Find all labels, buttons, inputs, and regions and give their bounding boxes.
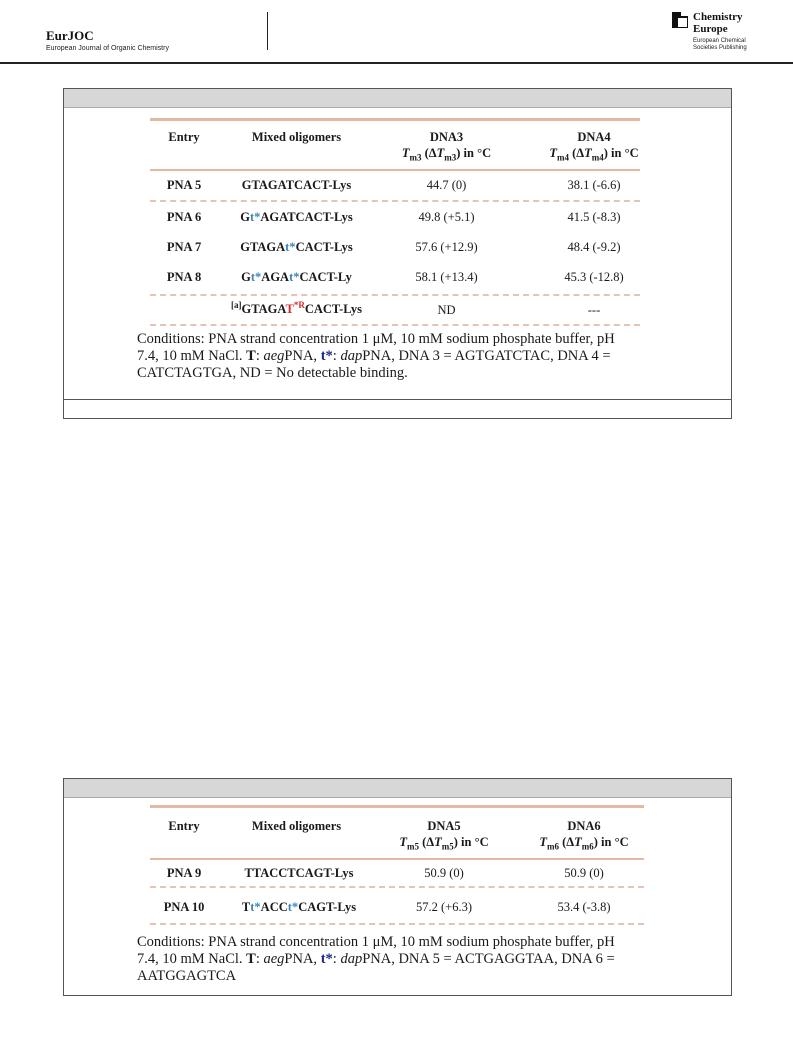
table-1-dna4-pna8: 45.3 (-12.8) xyxy=(564,270,624,284)
table-2-dna5-pna10: 57.2 (+6.3) xyxy=(416,900,472,914)
table-2-header-entry: Entry xyxy=(168,819,200,833)
table-2-header-oligomers: Mixed oligomers xyxy=(251,819,342,833)
header-rule xyxy=(0,62,793,64)
table-2-entry-pna10: PNA 10 xyxy=(163,900,205,914)
table-1-conditions-line-2: 7.4, 10 mM NaCl. T: aegPNA, t*: dapPNA, DNA 3 = AGTGATCTAC, DNA 4 = xyxy=(137,348,611,364)
table-1-header-entry: Entry xyxy=(168,130,200,144)
table-2-top-rule xyxy=(150,805,644,808)
table-1-caption-bar xyxy=(64,89,731,108)
table-2-dna5-pna9: 50.9 (0) xyxy=(424,866,464,880)
table-1-panel xyxy=(63,88,732,419)
table-1-conditions-line-1: Conditions: PNA strand concentration 1 μM, 10 mM sodium phosphate buffer, pH xyxy=(137,331,615,347)
table-2-entry-pna9: PNA 9 xyxy=(166,866,202,880)
table-1-dna3-footnote-row: ND xyxy=(437,303,456,317)
table-1-header-rule xyxy=(150,169,640,171)
journal-name: EurJOC xyxy=(46,28,94,43)
table-1-entry-pna7: PNA 7 xyxy=(166,240,202,254)
publisher-line-2: Societies Publishing xyxy=(693,45,747,51)
table-1-oligo-footnote-row: $[a]GTAGAT^{*R}CACT$-Lys xyxy=(230,300,363,317)
table-1-dna4-footnote-row: --- xyxy=(587,303,601,317)
table-2-panel xyxy=(63,778,732,996)
table-2-bottom-rule xyxy=(150,923,644,925)
table-2-caption-bar xyxy=(64,779,731,798)
table-1-dna4-pna6: 41.5 (-8.3) xyxy=(567,210,621,224)
table-1-dna3-pna8: 58.1 (+13.4) xyxy=(415,270,478,284)
table-1-footer-rule xyxy=(64,399,731,400)
table-1-header-oligomers: Mixed oligomers xyxy=(251,130,342,144)
table-1-header-dna3-unit: $T_{m3}$ $(\Delta T_{m3})$ in °C xyxy=(401,146,492,163)
table-1-oligo-pna8: Gt*AGAt*CACT-Ly xyxy=(241,270,352,284)
table-2-conditions-line-3: AATGGAGTCA xyxy=(137,968,237,984)
table-2-conditions xyxy=(137,934,727,985)
table-1-dna3-pna7: 57.6 (+12.9) xyxy=(415,240,478,254)
publisher-line-1: European Chemical xyxy=(693,38,746,44)
table-2-header-rule xyxy=(150,858,644,860)
table-1-dna3-pna5: 44.7 (0) xyxy=(426,178,467,192)
table-2-oligo-pna9: TTACCTCAGT-Lys xyxy=(244,866,354,880)
table-1-header-dna4-unit: $T_{m4}$ $(\Delta T_{m4})$ in °C xyxy=(549,146,639,163)
brand-line-2: Europe xyxy=(693,23,728,35)
table-1-top-rule xyxy=(150,118,640,121)
brand-line-1: Chemistry xyxy=(693,11,743,23)
header-divider xyxy=(267,12,268,50)
table-2-row-divider xyxy=(150,886,644,888)
table-1-header-dna4: DNA4 xyxy=(577,130,611,144)
table-2-oligo-pna10: Tt*ACCt*CAGT-Lys xyxy=(241,900,357,914)
table-2-header-dna5-unit: $T_{m5}$ $(\Delta T_{m5})$ in °C xyxy=(399,835,489,852)
table-2-header-dna5: DNA5 xyxy=(427,819,461,833)
table-1-entry-pna8: PNA 8 xyxy=(166,270,202,284)
table-1-row-divider xyxy=(150,200,640,202)
table-2-conditions-line-2: 7.4, 10 mM NaCl. T: aegPNA, t*: dapPNA, DNA 5 = ACTGAGGTAA, DNA 6 = xyxy=(137,951,615,967)
journal-full-name: European Journal of Organic Chemistry xyxy=(46,45,169,52)
chemistry-europe-logo-icon xyxy=(672,12,688,28)
table-2-conditions-line-1: Conditions: PNA strand concentration 1 μM, 10 mM sodium phosphate buffer, pH xyxy=(137,934,615,950)
table-1-dna4-pna5: 38.1 (-6.6) xyxy=(567,178,621,192)
table-1-row-divider xyxy=(150,294,640,296)
table-2-header-dna6-unit: $T_{m6}$ $(\Delta T_{m6})$ in °C xyxy=(539,835,629,852)
table-1-bottom-rule xyxy=(150,324,640,326)
table-1-dna3-pna6: 49.8 (+5.1) xyxy=(418,210,475,224)
table-2-dna6-pna10: 53.4 (-3.8) xyxy=(557,900,611,914)
table-1-entry-pna6: PNA 6 xyxy=(166,210,202,224)
table-1-header-dna3: DNA3 xyxy=(429,130,464,144)
table-2-header-dna6: DNA6 xyxy=(567,819,601,833)
table-1-dna4-pna7: 48.4 (-9.2) xyxy=(567,240,621,254)
table-1-oligo-pna7: GTAGAt*CACT-Lys xyxy=(240,240,353,254)
table-2-dna6-pna9: 50.9 (0) xyxy=(564,866,604,880)
table-1-oligo-pna6: Gt*AGATCACT-Lys xyxy=(240,210,353,224)
table-1-entry-pna5: PNA 5 xyxy=(166,178,202,192)
table-1-oligo-pna5: GTAGATCACT-Lys xyxy=(241,178,352,192)
table-1-conditions xyxy=(137,331,727,382)
table-1-conditions-line-3: CATCTAGTGA, ND = No detectable binding. xyxy=(137,365,408,381)
